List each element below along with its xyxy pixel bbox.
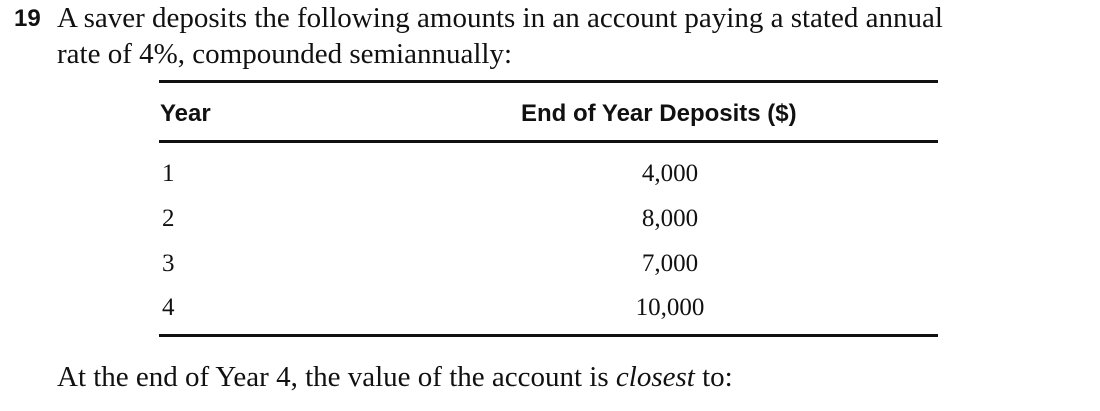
question-text: A saver deposits the following amounts in an account paying a stated annual bbox=[57, 2, 943, 34]
deposit-cell: 8,000 bbox=[641, 205, 699, 232]
table-bottom-rule bbox=[159, 334, 938, 337]
prompt-text-before: At the end of Year 4, the value of the account is bbox=[57, 361, 616, 393]
year-cell: 3 bbox=[162, 250, 175, 277]
deposit-cell: 10,000 bbox=[635, 294, 705, 321]
table-row bbox=[159, 157, 938, 191]
answer-prompt bbox=[57, 360, 733, 394]
year-cell: 1 bbox=[162, 160, 175, 187]
deposit-cell: 4,000 bbox=[641, 160, 699, 187]
question-text-line-2: rate of 4%, compounded semiannually: bbox=[57, 38, 513, 70]
prompt-emphasis: closest bbox=[615, 361, 695, 393]
year-cell: 4 bbox=[162, 294, 175, 321]
question-number: 19 bbox=[14, 5, 41, 32]
year-cell: 2 bbox=[162, 205, 175, 232]
deposit-cell: 7,000 bbox=[641, 250, 699, 277]
header-year: Year bbox=[160, 100, 211, 127]
header-deposits: End of Year Deposits ($) bbox=[521, 100, 797, 127]
prompt-text-after: to: bbox=[694, 361, 733, 393]
table-row bbox=[159, 202, 938, 236]
table-row bbox=[159, 291, 938, 325]
question-text-line-1 bbox=[14, 1, 943, 36]
table-row bbox=[159, 247, 938, 281]
table-top-rule bbox=[159, 80, 938, 83]
table-header-rule bbox=[159, 140, 938, 143]
